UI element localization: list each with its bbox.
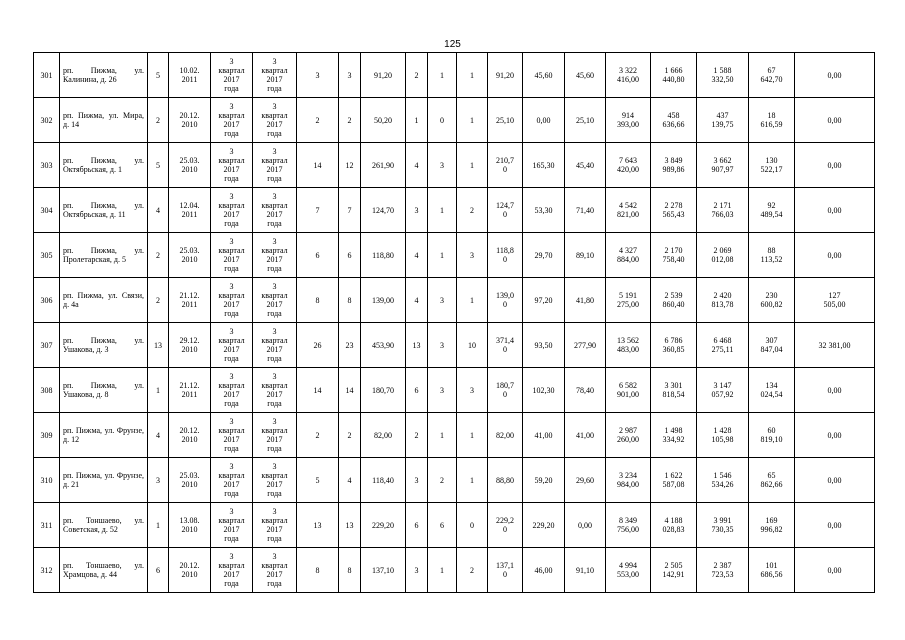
table-cell: 0,00 xyxy=(795,413,875,458)
table-cell: 7 xyxy=(297,188,339,233)
table-cell: 3 квартал 2017 года xyxy=(253,458,297,503)
table-row xyxy=(34,503,875,548)
table-cell: 13 xyxy=(297,503,339,548)
table-cell: 2 xyxy=(457,548,488,593)
table-cell: 1 xyxy=(457,143,488,188)
table-cell: 6 xyxy=(406,368,428,413)
table-cell: 20.12. 2010 xyxy=(169,98,211,143)
table-cell: 0,00 xyxy=(795,503,875,548)
table-cell: 13.08. 2010 xyxy=(169,503,211,548)
table-cell: 3 квартал 2017 года xyxy=(253,413,297,458)
table-row xyxy=(34,98,875,143)
table-cell: 2 xyxy=(297,98,339,143)
table-cell: 139,0 0 xyxy=(488,278,523,323)
table-cell: 3 xyxy=(428,278,457,323)
page-number: 125 xyxy=(444,39,461,50)
address-cell: рп. Пижма, ул. Связи, д. 4а xyxy=(60,278,148,323)
table-cell: 53,30 xyxy=(523,188,565,233)
address-cell: рп. Пижма, ул. Ушакова, д. 3 xyxy=(60,323,148,368)
table-cell: 3 квартал 2017 года xyxy=(211,323,253,368)
table-cell: 2 069 012,08 xyxy=(697,233,749,278)
table-cell: 0,00 xyxy=(565,503,606,548)
table-cell: 41,00 xyxy=(523,413,565,458)
table-cell: 1 xyxy=(428,53,457,98)
table-cell: 1 xyxy=(406,98,428,143)
table-cell: 2 987 260,00 xyxy=(606,413,651,458)
table-cell: 6 xyxy=(339,233,361,278)
table-cell: 10 xyxy=(457,323,488,368)
table-cell: 6 582 901,00 xyxy=(606,368,651,413)
table-cell: 18 616,59 xyxy=(749,98,795,143)
table-cell: 2 xyxy=(148,278,169,323)
table-cell: 230 600,82 xyxy=(749,278,795,323)
table-cell: 4 xyxy=(339,458,361,503)
table-cell: 97,20 xyxy=(523,278,565,323)
table-cell: 5 xyxy=(148,143,169,188)
table-cell: 437 139,75 xyxy=(697,98,749,143)
table-cell: 1 xyxy=(148,503,169,548)
row-number-cell: 309 xyxy=(34,413,60,458)
table-cell: 210,7 0 xyxy=(488,143,523,188)
table-cell: 3 662 907,97 xyxy=(697,143,749,188)
table-cell: 1 xyxy=(428,188,457,233)
table-cell: 3 квартал 2017 года xyxy=(211,458,253,503)
table-cell: 914 393,00 xyxy=(606,98,651,143)
table-cell: 2 xyxy=(428,458,457,503)
table-cell: 4 xyxy=(406,278,428,323)
table-cell: 14 xyxy=(297,143,339,188)
table-cell: 91,10 xyxy=(565,548,606,593)
table-cell: 2 xyxy=(339,413,361,458)
address-cell: рп. Пижма, ул. Октябрьская, д. 1 xyxy=(60,143,148,188)
table-cell: 4 994 553,00 xyxy=(606,548,651,593)
table-cell: 46,00 xyxy=(523,548,565,593)
table-cell: 180,7 0 xyxy=(488,368,523,413)
table-cell: 29,70 xyxy=(523,233,565,278)
table-cell: 88,80 xyxy=(488,458,523,503)
address-cell: рп. Пижма, ул. Калинина, д. 26 xyxy=(60,53,148,98)
table-cell: 2 xyxy=(297,413,339,458)
row-number-cell: 301 xyxy=(34,53,60,98)
table-cell: 8 xyxy=(297,278,339,323)
table-cell: 25.03. 2010 xyxy=(169,143,211,188)
table-cell: 2 278 565,43 xyxy=(651,188,697,233)
table-cell: 1 xyxy=(457,278,488,323)
table-cell: 8 xyxy=(339,548,361,593)
table-cell: 1 xyxy=(457,458,488,503)
table-cell: 21.12. 2011 xyxy=(169,278,211,323)
table-cell: 307 847,04 xyxy=(749,323,795,368)
row-number-cell: 312 xyxy=(34,548,60,593)
table-cell: 3 квартал 2017 года xyxy=(211,548,253,593)
table-cell: 3 квартал 2017 года xyxy=(211,413,253,458)
table-cell: 169 996,82 xyxy=(749,503,795,548)
table-cell: 7 xyxy=(339,188,361,233)
table-cell: 25,10 xyxy=(565,98,606,143)
table-cell: 13 xyxy=(406,323,428,368)
table-cell: 41,80 xyxy=(565,278,606,323)
table-cell: 59,20 xyxy=(523,458,565,503)
table-cell: 5 xyxy=(148,53,169,98)
table-cell: 1 xyxy=(457,98,488,143)
table-cell: 3 322 416,00 xyxy=(606,53,651,98)
table-cell: 20.12. 2010 xyxy=(169,548,211,593)
table-row xyxy=(34,278,875,323)
table-cell: 3 xyxy=(457,233,488,278)
address-cell: рп. Пижма, ул. Пролетарская, д. 5 xyxy=(60,233,148,278)
table-cell: 21.12. 2011 xyxy=(169,368,211,413)
table-cell: 91,20 xyxy=(488,53,523,98)
table-cell: 82,00 xyxy=(488,413,523,458)
table-cell: 3 849 989,86 xyxy=(651,143,697,188)
table-cell: 5 191 275,00 xyxy=(606,278,651,323)
row-number-cell: 308 xyxy=(34,368,60,413)
row-number-cell: 311 xyxy=(34,503,60,548)
table-cell: 89,10 xyxy=(565,233,606,278)
table-cell: 3 xyxy=(406,458,428,503)
table-row xyxy=(34,143,875,188)
table-row xyxy=(34,188,875,233)
table-cell: 29.12. 2010 xyxy=(169,323,211,368)
table-cell: 3 квартал 2017 года xyxy=(211,143,253,188)
table-cell: 91,20 xyxy=(361,53,406,98)
table-cell: 118,40 xyxy=(361,458,406,503)
table-cell: 1 498 334,92 xyxy=(651,413,697,458)
table-cell: 60 819,10 xyxy=(749,413,795,458)
table-cell: 20.12. 2010 xyxy=(169,413,211,458)
table-cell: 3 xyxy=(297,53,339,98)
table-cell: 71,40 xyxy=(565,188,606,233)
table-cell: 25.03. 2010 xyxy=(169,458,211,503)
table-cell: 2 xyxy=(339,98,361,143)
table-cell: 0 xyxy=(428,98,457,143)
table-cell: 458 636,66 xyxy=(651,98,697,143)
table-cell: 3 квартал 2017 года xyxy=(253,143,297,188)
table-row xyxy=(34,53,875,98)
table-cell: 93,50 xyxy=(523,323,565,368)
table-cell: 6 468 275,11 xyxy=(697,323,749,368)
table-cell: 14 xyxy=(297,368,339,413)
table-cell: 1 428 105,98 xyxy=(697,413,749,458)
table-cell: 25,10 xyxy=(488,98,523,143)
table-cell: 3 xyxy=(148,458,169,503)
table-cell: 261,90 xyxy=(361,143,406,188)
table-cell: 1 622 587,08 xyxy=(651,458,697,503)
table-row xyxy=(34,233,875,278)
table-cell: 6 xyxy=(428,503,457,548)
table-cell: 6 xyxy=(297,233,339,278)
table-cell: 134 024,54 xyxy=(749,368,795,413)
table-cell: 92 489,54 xyxy=(749,188,795,233)
table-cell: 13 562 483,00 xyxy=(606,323,651,368)
table-cell: 25.03. 2010 xyxy=(169,233,211,278)
table-cell: 3 301 818,54 xyxy=(651,368,697,413)
table-cell: 2 170 758,40 xyxy=(651,233,697,278)
table-cell: 4 542 821,00 xyxy=(606,188,651,233)
table-cell: 229,20 xyxy=(523,503,565,548)
table-cell: 41,00 xyxy=(565,413,606,458)
table-cell: 1 xyxy=(428,413,457,458)
table-cell: 82,00 xyxy=(361,413,406,458)
table-cell: 32 381,00 xyxy=(795,323,875,368)
table-cell: 180,70 xyxy=(361,368,406,413)
table-cell: 0,00 xyxy=(795,458,875,503)
table-cell: 6 xyxy=(406,503,428,548)
table-cell: 1 xyxy=(148,368,169,413)
table-cell: 29,60 xyxy=(565,458,606,503)
table-cell: 1 588 332,50 xyxy=(697,53,749,98)
table-cell: 26 xyxy=(297,323,339,368)
table-cell: 0,00 xyxy=(795,233,875,278)
address-cell: рп. Тоншаево, ул. Храмцова, д. 44 xyxy=(60,548,148,593)
table-cell: 45,40 xyxy=(565,143,606,188)
table-cell: 4 xyxy=(406,143,428,188)
address-cell: рп. Тоншаево, ул. Советская, д. 52 xyxy=(60,503,148,548)
table-cell: 8 349 756,00 xyxy=(606,503,651,548)
table-cell: 4 xyxy=(148,188,169,233)
table-cell: 0,00 xyxy=(795,368,875,413)
table-cell: 277,90 xyxy=(565,323,606,368)
address-cell: рп. Пижма, ул. Фрунзе, д. 21 xyxy=(60,458,148,503)
table-cell: 2 xyxy=(406,413,428,458)
table-cell: 5 xyxy=(297,458,339,503)
address-cell: рп. Пижма, ул. Мира, д. 14 xyxy=(60,98,148,143)
table-cell: 2 xyxy=(457,188,488,233)
table-cell: 1 xyxy=(457,53,488,98)
table-cell: 6 786 360,85 xyxy=(651,323,697,368)
table-cell: 0,00 xyxy=(795,548,875,593)
table-cell: 3 xyxy=(406,188,428,233)
table-cell: 3 квартал 2017 года xyxy=(211,368,253,413)
table-cell: 229,2 0 xyxy=(488,503,523,548)
table-cell: 45,60 xyxy=(565,53,606,98)
table-cell: 3 квартал 2017 года xyxy=(253,188,297,233)
table-cell: 3 квартал 2017 года xyxy=(253,98,297,143)
table-cell: 0,00 xyxy=(795,53,875,98)
table-cell: 1 xyxy=(428,233,457,278)
table-cell: 127 505,00 xyxy=(795,278,875,323)
table-cell: 23 xyxy=(339,323,361,368)
table-cell: 130 522,17 xyxy=(749,143,795,188)
table-cell: 3 xyxy=(406,548,428,593)
table-cell: 12 xyxy=(339,143,361,188)
table-cell: 2 539 860,40 xyxy=(651,278,697,323)
table-cell: 8 xyxy=(297,548,339,593)
table-cell: 3 234 984,00 xyxy=(606,458,651,503)
table-cell: 101 686,56 xyxy=(749,548,795,593)
table-cell: 2 xyxy=(406,53,428,98)
table-cell: 3 xyxy=(428,368,457,413)
table-row xyxy=(34,548,875,593)
table-cell: 3 xyxy=(428,143,457,188)
table-cell: 2 171 766,03 xyxy=(697,188,749,233)
table-cell: 78,40 xyxy=(565,368,606,413)
row-number-cell: 307 xyxy=(34,323,60,368)
table-cell: 10.02. 2011 xyxy=(169,53,211,98)
table-cell: 3 квартал 2017 года xyxy=(211,188,253,233)
table-cell: 3 147 057,92 xyxy=(697,368,749,413)
table-cell: 65 862,66 xyxy=(749,458,795,503)
table-cell: 3 квартал 2017 года xyxy=(211,503,253,548)
table-cell: 1 666 440,80 xyxy=(651,53,697,98)
table-cell: 371,4 0 xyxy=(488,323,523,368)
table-cell: 4 188 028,83 xyxy=(651,503,697,548)
table-cell: 102,30 xyxy=(523,368,565,413)
address-cell: рп. Пижма, ул. Фрунзе, д. 12 xyxy=(60,413,148,458)
table-cell: 50,20 xyxy=(361,98,406,143)
table-cell: 4 327 884,00 xyxy=(606,233,651,278)
table-cell: 453,90 xyxy=(361,323,406,368)
address-cell: рп. Пижма, ул. Октябрьская, д. 11 xyxy=(60,188,148,233)
table-cell: 3 квартал 2017 года xyxy=(253,53,297,98)
table-cell: 3 квартал 2017 года xyxy=(253,278,297,323)
table-cell: 3 квартал 2017 года xyxy=(253,323,297,368)
table-row xyxy=(34,413,875,458)
table-cell: 3 квартал 2017 года xyxy=(211,278,253,323)
row-number-cell: 302 xyxy=(34,98,60,143)
table-cell: 0 xyxy=(457,503,488,548)
table-cell: 139,00 xyxy=(361,278,406,323)
table-cell: 8 xyxy=(339,278,361,323)
table-cell: 229,20 xyxy=(361,503,406,548)
row-number-cell: 305 xyxy=(34,233,60,278)
row-number-cell: 304 xyxy=(34,188,60,233)
table-row xyxy=(34,323,875,368)
table-cell: 1 546 534,26 xyxy=(697,458,749,503)
table-cell: 137,1 0 xyxy=(488,548,523,593)
table-cell: 2 505 142,91 xyxy=(651,548,697,593)
table-cell: 3 xyxy=(457,368,488,413)
table-cell: 0,00 xyxy=(523,98,565,143)
table-cell: 14 xyxy=(339,368,361,413)
table-cell: 3 квартал 2017 года xyxy=(211,53,253,98)
table-cell: 2 420 813,78 xyxy=(697,278,749,323)
table-row xyxy=(34,458,875,503)
table-cell: 12.04. 2011 xyxy=(169,188,211,233)
table-cell: 3 квартал 2017 года xyxy=(253,368,297,413)
table-cell: 45,60 xyxy=(523,53,565,98)
table-cell: 88 113,52 xyxy=(749,233,795,278)
table-cell: 137,10 xyxy=(361,548,406,593)
table-cell: 124,70 xyxy=(361,188,406,233)
address-cell: рп. Пижма, ул. Ушакова, д. 8 xyxy=(60,368,148,413)
table-cell: 0,00 xyxy=(795,143,875,188)
table-cell: 3 квартал 2017 года xyxy=(211,233,253,278)
table-cell: 1 xyxy=(428,548,457,593)
table-cell: 3 xyxy=(428,323,457,368)
table-cell: 4 xyxy=(406,233,428,278)
table-cell: 124,7 0 xyxy=(488,188,523,233)
table-cell: 3 квартал 2017 года xyxy=(253,503,297,548)
table-cell: 3 квартал 2017 года xyxy=(253,233,297,278)
row-number-cell: 310 xyxy=(34,458,60,503)
table-cell: 67 642,70 xyxy=(749,53,795,98)
row-number-cell: 306 xyxy=(34,278,60,323)
table-cell: 3 xyxy=(339,53,361,98)
table-cell: 165,30 xyxy=(523,143,565,188)
table-cell: 6 xyxy=(148,548,169,593)
table-cell: 3 квартал 2017 года xyxy=(253,548,297,593)
table-cell: 13 xyxy=(339,503,361,548)
table-cell: 13 xyxy=(148,323,169,368)
table-cell: 1 xyxy=(457,413,488,458)
table-cell: 118,8 0 xyxy=(488,233,523,278)
table-cell: 0,00 xyxy=(795,188,875,233)
table-cell: 2 xyxy=(148,98,169,143)
table-cell: 2 xyxy=(148,233,169,278)
table-cell: 3 991 730,35 xyxy=(697,503,749,548)
table-row xyxy=(34,368,875,413)
housing-table xyxy=(33,52,875,593)
table-cell: 118,80 xyxy=(361,233,406,278)
table-cell: 0,00 xyxy=(795,98,875,143)
table-cell: 4 xyxy=(148,413,169,458)
table-cell: 7 643 420,00 xyxy=(606,143,651,188)
table-cell: 2 387 723,53 xyxy=(697,548,749,593)
table-cell: 3 квартал 2017 года xyxy=(211,98,253,143)
row-number-cell: 303 xyxy=(34,143,60,188)
